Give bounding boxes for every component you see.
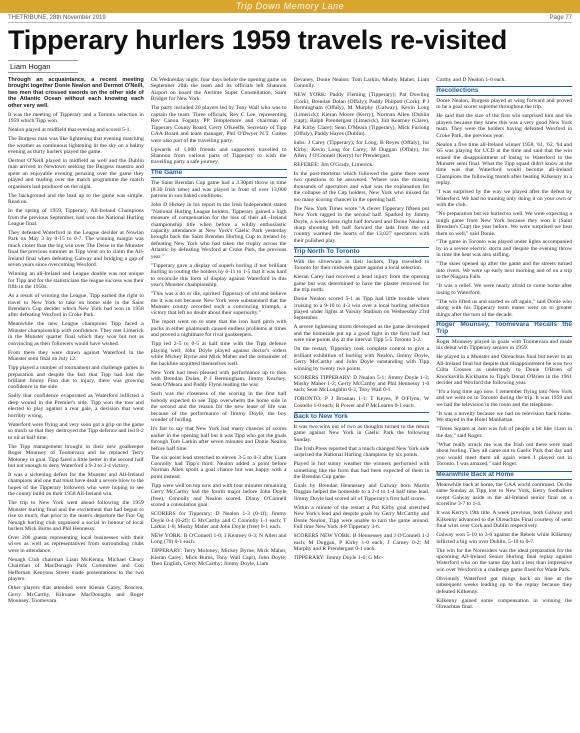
paragraph: Devaney, Donie Nealon; Tom Larkin, Mushy Maher, Liam Connolly. — [293, 77, 430, 90]
paragraph: "Times Square at 3am was full of people a bit like 11am in the day," said Roger. — [436, 426, 572, 439]
paragraph: The six point lead stretched to eleven 3-5 to 0-3 after Liam Connolly had Tipp's third. Nealon added a point before Norman Allen spoilt a goal chance but was happy with a point instead. — [150, 454, 287, 480]
paragraph: SCORERS for Tipperary: D Nealon 1-3 (0-1f); Jimmy Doyle 0-4 (0-2f); G McCarthy and C Connolly 1-1 each; T Larkin 1-0; Mushy Maher and John Doyle (free) 0-1 each. — [150, 511, 287, 531]
paragraph: NEW YORK: B O'Connell 1-0; J Kearney 0-3; N Allen and Long (70) 0-1 each. — [150, 533, 287, 546]
paragraph: It's fair to say that New York had many chances of scores earlier in the opening half but it was Tipp who got the goals through Tom Larkin after seven minutes and Donie Nealon before half time. — [150, 426, 287, 452]
paragraph: It was the meeting of Tipperary and a Toronto selection in 1959 which Tipp won. — [8, 111, 144, 125]
paragraph: Nealon played at midfield that evening and scored 5-1. — [8, 127, 131, 134]
paragraph: On Wednesday night, four days before the opening game on September 20th the team and its officials left Shannon Airport on board the Aerlinte Super Constellation, Saint Bridget for New York. — [150, 77, 287, 103]
paragraph: Such was the closeness of the scoring in the first half nobody expected to see Tipp overwhelm the home side in the second and the reason for the new lease of life was because of the performance of Jimmy Doyle, the boy wonder of hurling. — [150, 391, 287, 424]
paragraph: "It was a relief. We were nearly afraid to come home after losing to Waterford. — [436, 283, 572, 296]
page-number: Page 77 — [549, 14, 572, 21]
section-heading: The Game — [151, 169, 287, 178]
paragraph: "It's a long time ago now. I remember flying into New York and we went on to Toronto during the trip. It was 1959 and we had the television in the room and the telephone. — [436, 389, 572, 408]
paragraph: Meanwhile back at home, the GAA world continued. On the same Sunday as Tipp lost to New York, Kerry footballers swept Galway aside in the all-Ireland senior final on a scoreline 3-7 to 1-4. — [436, 481, 572, 508]
paragraph: Kieran Carey had received a head injury from the opening game but was determined to have the plaster removed for the trip north. — [293, 274, 430, 294]
article-column-2 — [151, 77, 287, 724]
paragraph: Kilkenny gained some compensation in winning the Oireachtas final. — [436, 597, 572, 611]
paragraph: Nenagh Club chairman Liam McKenna, Michael Cleary Chairman of MacDonagh Park Committee and Con Heffernan Kenyons Street made presentations to the two players. — [8, 556, 144, 583]
paragraph: Tipp were well on top now and with four minutes remaining Gerry McCarthy had the fourth major before John Doyle (free), Connolly and Nealon scored. Dinny O'Connell scored a consolation goal. — [150, 482, 287, 509]
paragraph: Over 200 guests representing local businesses with their wives as well as representatives from surrounding clubs were in attendance. — [8, 535, 144, 554]
paragraph: Dermot O'Neill played in midfield as well and the Dublin man arrived in Newtown seeking the Burgess maestro and spent an enjoyable evening perusing over the game they played and reading over the match programme the match organisers had produced on the night. — [8, 157, 144, 190]
paragraph: They defeated Waterford in the League decider at Nowlan Park on May 3 by 0-15 to 0-7. The winning margin was much closer than the big win over The Deise in the Munster final the previous summer as Tipp went on to claim the All-Ireland final when defeating Galway and bridging a gap of seven years since overcoming Wexford. — [8, 230, 144, 269]
paragraph: "It was a novelty because we had no television back home. We stayed in the Hotel Manhattan. — [436, 410, 572, 424]
article-column-3 — [294, 77, 430, 724]
paragraph: Upwards of 1,000 friends and supporters travelled to Shannon from various parts of Tipperary to wish the travelling party a safe journey. — [150, 146, 287, 166]
paragraph: Other players that attended were Kieran Carey, Roscrea, Gerry McCarthy, Kilruane MacDonaghs and Roger Mounsey, Toomevara. — [8, 585, 144, 605]
section-heading: Meanwhile Back at Home — [436, 471, 572, 480]
paragraph: It was two wins out of two as thoughts turned to the return game against New York in Gaelic Park the following Sunday. — [293, 423, 430, 443]
paragraph: The report went on to state that the iron hard pitch with pucks in either goalmouth caused endless problems at times and proved a nightmare for rival goalkeepers. — [150, 319, 287, 339]
paragraph: Galway won 5-10 to 3-6 against the Rebels while Kilkenny inflicted a big win over Dublin, 5-10 to 0-7. — [436, 532, 572, 545]
paragraph: It was a sickening defeat for the Munster and All-Ireland champions and one that must have dealt a severe blow to the hopes of the Tipperary followers who were hoping to see the county build on their 1958 All-Ireland win. — [8, 471, 144, 498]
paragraph: TORONTO: P J Brosnan 1-1; T Keyes, P O'Flynn, W Costello 1-0 each; B Power and P McLearen 0-1 each. — [293, 396, 430, 409]
paragraph: TIPPERARY: Jimmy Doyle 1-6; G Mc- — [293, 554, 383, 561]
paragraph: Subs: J Carey (Tipperary); for Long; B Reyes (Offaly), for Kirby; Kevin Long for Carey; M Duggan (Offaly), for Allen; J O'Connell (Kerry) for Prendergast. — [293, 140, 430, 159]
masthead — [8, 13, 572, 23]
paragraph: The Tipp management brought in their new goalkeeper Roger Mounsey of Toomevara and he replaced Terry Moloney in goal. Tipp fared a little better in the second half but not enough to deny Waterford a 9-3 to 3-4 victory. — [8, 443, 144, 469]
paragraph: Tipp played a number of tournament and challenge games in preparation and despite the fact that Tipp had lost the brilliant Jimmy Finn due to injury, there was growing confidence in the side. — [8, 365, 144, 391]
paragraph: NEW YORK: Paddy Fleming (Tipperary); Pat Dowling (Cork), Brendan Dolan (Offaly); Paddy Philpott (Cork); P J Bermingham (Offaly), M Murphy (Galway), Kevin Long (Limerick); Kieran Moore (Kerry), Norman Allen (Dublin (capt); Ralph Prendergast (Limerick), Jim Kearney (Clare), Pat Kirby Clare); Sean O'Meara (Tipperary), Mick Furlong (Offaly), Paddy Hayes (Dublin). — [293, 92, 430, 138]
paragraph: "This was a do or die, spirited Tipperary of old and believe me it was not because New York were substandard that the Munster county recorded such a convincing triumph, a victory that left no doubt about their superiority." — [150, 291, 287, 317]
paragraph: In the post-mortems which followed the game there were two questions to be answered. 'Where was the missing thousands of spectators and what was the explanation for the collapse of the Cup holders, New York who missed far too many scoring chances in the opening half. — [293, 170, 430, 203]
paragraph: "The game in Toronto was played under lights accompanied by in a severe electric storm and despite the evening throw in time the heat was also stifling. — [436, 239, 572, 259]
headline: Tipperary hurlers 1959 travels re-visited — [8, 25, 507, 55]
paragraph: Carthy and D Nealon 1-0 each. — [436, 77, 506, 83]
article-columns — [8, 77, 572, 724]
paragraph: Through an acquaintance, a recent meeting brought together Donie Nealon and Dermot O'Neill, two men that crossed swords on the other side of the Atlantic Ocean without each knowing each other very well. — [8, 77, 144, 109]
paragraph: "What really struck me was the Irish out there were mad about hurling. They all came out to Gaelic Park that day and you would meet them all again when I played out in Toronto. I was amazed," said Roger. — [436, 441, 572, 468]
paragraph: As a result of winning the League, Tipp earned the right to travel to New York to take on home side in the Saint Brendan's Cup decider which New York had won in 1958 after defeating Wexford in Croke Park. — [8, 293, 144, 319]
paragraph: From there they were drawn against Waterford in the Munster semi final on July 12. — [8, 349, 144, 363]
paragraph: "The skies opened up after the game and the streets turned into rivers. We were up early next morning and of on a trip to the Niagara Falls. — [436, 261, 572, 281]
paragraph: Within a minute of the restart a Pat Kirby goal stretched New York's lead and despite goals by Gerry McCarthy and Donie Nealon, Tipp were unable to turn the game around. Full time New York 4-8 Tipperary 3-6. — [293, 504, 430, 531]
paragraph: "Tipperary gave a display of superb hurling if not brilliant hurling in routing the holders by 6-11 to 1-5 that it was hard to reconcile this form of display against Waterford in this year's Munster championship. — [150, 262, 287, 289]
section-heading: Back to New York — [294, 412, 430, 421]
article-column-4 — [436, 77, 572, 724]
paragraph: "I was surprised by the way we played after the defeat by Waterford. We had no training only doing it on your own or with the club. — [436, 189, 572, 209]
paragraph: REFEREE: Jim O'Grady, Limerick. — [293, 161, 374, 168]
paragraph: He said that the size of the first win surprised him and his players because they knew this was a very good New York team. They were the holders having defeated Wexford in Croke Park, the previous year. — [436, 113, 572, 139]
paragraph: Played in hot sunny weather the winners performed with something like the form that had been expected of them in the Brendan Cup game. — [293, 461, 430, 480]
paragraph: The background and the lead up to the game was simple. Read on. — [8, 192, 144, 206]
paragraph: In the spring of 1959, Tipperary, All-Ireland Champions from the previous September, had won the National Hurling League final. — [8, 208, 144, 228]
paragraph: The trip to New York went ahead following the 1959 Munster hurling final and the excitement that had begun to rise so much, that prior to the team's departure the Fior Og Nenagh hurling club organised a social in honour of local hurlers Mick Burns and Phil Hennessy. — [8, 500, 144, 533]
paragraph: SCORERS TIPPERARY: D Nealon 5-1; Jimmy Doyle 1-3; Mushy Maher 1-2; Gerry McCarthy and Phil Hennessy 1-0 each; Sean McLoughlin 0-3, Tony Wall 0-1. — [293, 374, 430, 394]
paragraph: The Burgess man was like lightening that evening matching the weather as continuous lightening lit the sky on a balmy evening as thirty hurlers played the game. — [8, 136, 144, 156]
paragraph: The New York Times wrote "A clever Tipperary fifteen put New York ragged in the second half. Sparked by Jimmy Doyle, a work-horse right half forward and Donie Nealon a sharp shooting left half forward the lads from the old country warmed the hearts of the 13,027 spectators with their polished play. — [293, 205, 430, 244]
paragraph: The win for the Noresiders was the ideal preparation for the upcoming All-Ireland Senior Hurling final replay against Waterford who on the same day had a less than impressive win over Wexford in a challenge game fixed for Wade Park. — [436, 547, 572, 573]
publication-date: THETRIBUNE, 28th November 2019 — [8, 14, 106, 21]
paragraph: "No preparation but we hurled so well. We were expecting a tough game from New York because they won it (Saint Brendan's Cup) the year before. We were surprised we beat them so well," said Donie. — [436, 211, 572, 237]
paragraph: The Saint Brendan Cup game had a 3.30pm throw in time (8.30 Irish time) and was played in front of over 13,000 patrons in sun baked conditions. — [150, 180, 287, 200]
article-column-1 — [8, 77, 144, 724]
paragraph: Nealon a five time all-Ireland winner 1958, '61, '62, '64 and '65 was playing for UCD at the time and said that the win erased the disappointment of losing to Waterford in the Munster semi final. What the Tipp squad didn't know at the time was that Waterford would become all-Ireland Champions the following month after beating Kilkenny in a replay. — [436, 141, 572, 187]
section-heading: Trip North To Toronto — [294, 247, 430, 256]
section-heading: Roger Mounsey, Toomevara Recalls the Trip — [436, 321, 572, 335]
paragraph: With the silverware in their lockers, Tipp travelled to Toronto for their midweek game against a local selection. — [293, 258, 430, 272]
section-banner: Trip Down Memory Lane — [0, 0, 580, 13]
paragraph: Donie Nealon scored 5-1 as Tipp had little trouble when cruising to a 9-10 to 4-3 win over a local hurling selection played under lights at Varsity Stadium on Wednesday 23rd September. — [293, 296, 430, 322]
paragraph: Waterford were flying and very soon got a grip on the game so much so that they destroyed the Tipp defence and led 8-2 to nil at half time. — [8, 421, 144, 441]
byline: Liam Hogan — [8, 60, 78, 73]
paragraph: The Irish Press reported that a much changed New York side surprised the National Hurling champions by six points. — [293, 445, 430, 459]
paragraph: It was Kerry's 19th title. A week previous, both Galway and Kilkenny advanced to the Oireachtas Final courtesy of semi final wins over Cork and Dublin respectively. — [436, 510, 572, 530]
paragraph: On the restart, Tipperary took complete control to give a brilliant exhibition of hurling with Nealon, Jimmy Doyle, Gerry McCarthy and John Doyle outstanding with Tipp winning by twenty two points. — [293, 346, 430, 372]
paragraph: SCORERS NEW YORK: B Hennessey and J O'Connell 1-2 each; M Duggan, P Kirby 1-0 each; J Carney 0-2; M Murphy and R Prendergast 0-1 each. — [293, 533, 430, 552]
paragraph: Winning an all-Ireland and League double was not unique for Tipp and for the statisticians the league success was their fifth in the 1950s. — [8, 271, 144, 291]
paragraph: Donie Nealon, Burgess played at wing forward and proved to be a goal scorer supreme throughout the trip. — [436, 97, 572, 111]
paragraph: He played in a Munster and Oireachtas final but never in an All-Ireland final but despite that disappointment he won two Cúlta Crosses as understudy to Donie O'Brien of Knockavilla Kickhams to Tipp's Donal O'Brien in the 1961 decider and Wexford the following year. — [436, 354, 572, 387]
paragraph: "The win lifted us and started us off again," said Donie who along with his Tipperary team mates went on to greater things after the turn of the decade. — [436, 298, 572, 318]
paragraph: Obviously Waterford got things back on line at the subsequent weeks leading up to the replay because they defeated Kilkenny. — [436, 575, 572, 595]
paragraph: John D Hickey in his report to the Irish Independent stated "National Hurling League holders, Tipperary gained a high measure of compensation for the loss of their all -Ireland championship title when before a wildly enthusiastic capacity attendance at New York's Gaelic Park yesterday brought back the Saint Brendan Hurling Cup to Ireland by defeating New York who had taken the trophy across the Atlantic by defeating Wexford at Croke Park, the previous year." — [150, 202, 287, 260]
paragraph: New York had been pleased with performance up to then with Brendan Dolan, P J Bermingham, Jimmy Kearney, Sean O'Meara and Paddy Flynn leading the way. — [150, 369, 287, 389]
paragraph: Meanwhile the new League champions Tipp faced a Munster championship with confidence. They met Limerick in the Munster quarter final which they won but not as convincing as their followers would have wished. — [8, 321, 144, 347]
paragraph: The party included 20 players led by Tony Wall who was to captain the team. Three officials, Rev C Lee, representing Rev Canon Fogarty PP Templemore and chairman of Tipperary County Board, Gerry O'Keeffe, Secretary of Tipp GAA Board and team manager, Phil O'Dwyer N.T. Galtee were also part of the travelling party. — [150, 105, 287, 144]
paragraph: Sadly that confidence evaporated as Waterford inflicted a deep wound in the Premier's side. Tipp won the toss and elected to play against a rear gale, a decision that went horribly wrong. — [8, 393, 144, 419]
paragraph: A severe lightening storm developed as the game developed and the homeside put up a good fight in the first half but were nine points shy at the interval Tipp 5-5 Toronto 3-2. — [293, 324, 430, 344]
paragraph: TIPPERARY: Terry Moloney; Mickey Byrne, Mick Maher, Kieran Carey; Mick Burns, Tony Wall Capt), John Doyle; Theo English, Gerry McCarthy; Jimmy Doyle, Liam — [150, 548, 287, 568]
section-heading: Recollections — [436, 86, 572, 95]
paragraph: Roger Mounsey played in goals with Toomevara and made his debut with Tipperary seniors in 1959. — [436, 338, 572, 352]
paragraph: Goals by Brendan Hennessey and Galway born Martin Duggan helped the homeside to a 2-4 to 1-4 half time lead. Jimmy Doyle had scored all of Tipperary's first half scores. — [293, 482, 430, 502]
paragraph: Tipp led 2-5 to 0-5 at half time with the Tipp defence playing well, John Doyle played against doctor's orders while Mickey Byrne and Mick Maher and the remainder of the backline acquitted themselves well. — [150, 341, 287, 367]
